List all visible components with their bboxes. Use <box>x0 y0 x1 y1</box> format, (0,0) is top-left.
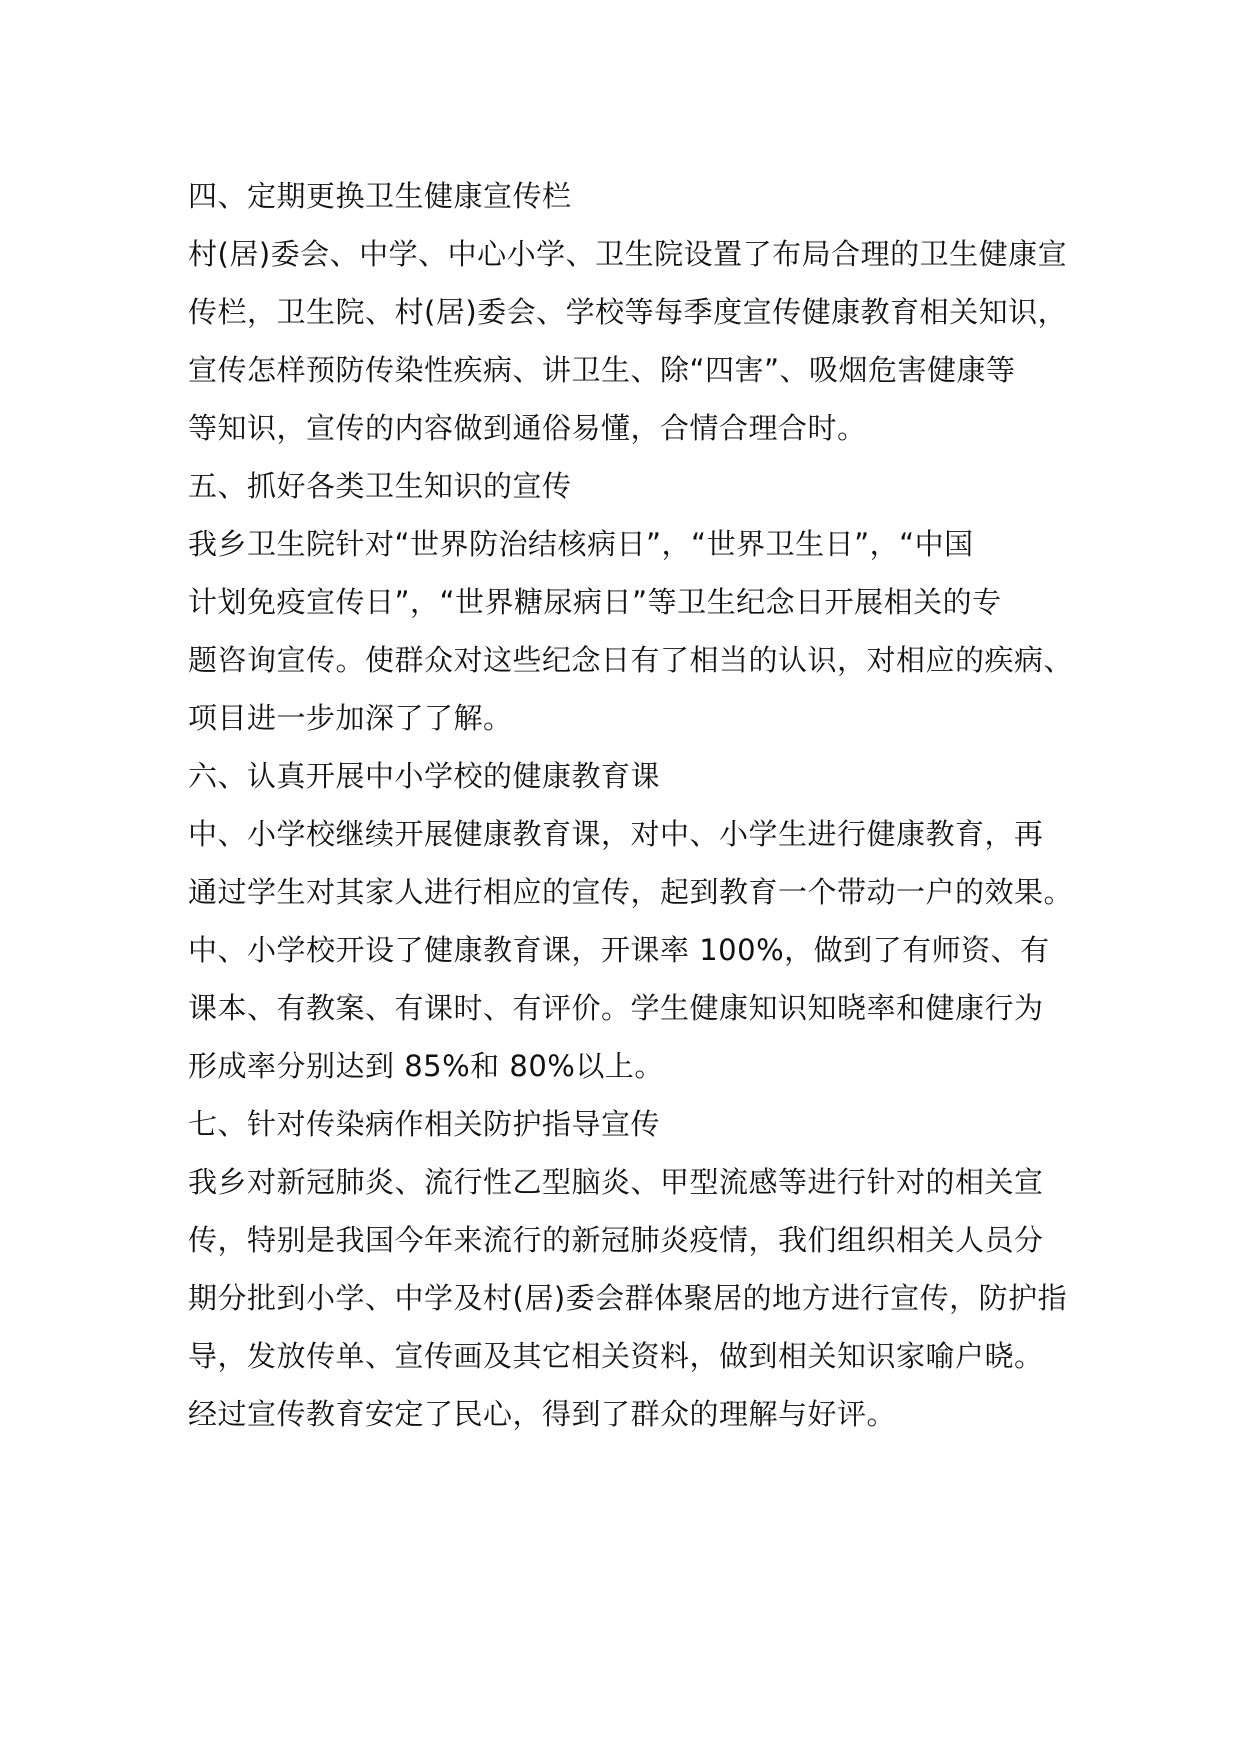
paragraph-line: 宣传怎样预防传染性疾病、讲卫生、除“四害”、吸烟危害健康等 <box>188 353 1016 387</box>
section-heading-7: 七、针对传染病作相关防护指导宣传 <box>188 1107 661 1141</box>
paragraph-line: 等知识，宣传的内容做到通俗易懂，合情合理合时。 <box>188 411 867 445</box>
paragraph-line: 中、小学校继续开展健康教育课，对中、小学生进行健康教育，再 <box>188 817 1044 851</box>
paragraph-line: 项目进一步加深了了解。 <box>188 701 513 735</box>
paragraph-line: 形成率分别达到 85%和 80%以上。 <box>188 1049 664 1083</box>
paragraph-line: 通过学生对其家人进行相应的宣传，起到教育一个带动一户的效果。 <box>188 875 1074 909</box>
paragraph-line: 导，发放传单、宣传画及其它相关资料，做到相关知识家喻户晓。 <box>188 1339 1044 1373</box>
paragraph-line: 经过宣传教育安定了民心，得到了群众的理解与好评。 <box>188 1397 897 1431</box>
paragraph-line: 我乡对新冠肺炎、流行性乙型脑炎、甲型流感等进行针对的相关宣 <box>188 1165 1044 1199</box>
paragraph-line: 我乡卫生院针对“世界防治结核病日”，“世界卫生日”，“中国 <box>188 527 974 561</box>
paragraph-line: 村(居)委会、中学、中心小学、卫生院设置了布局合理的卫生健康宣 <box>188 237 1068 271</box>
section-heading-4: 四、定期更换卫生健康宣传栏 <box>188 179 572 213</box>
paragraph-line: 传，特别是我国今年来流行的新冠肺炎疫情，我们组织相关人员分 <box>188 1223 1044 1257</box>
paragraph-line: 中、小学校开设了健康教育课，开课率 100%，做到了有师资、有 <box>188 933 1050 967</box>
section-heading-6: 六、认真开展中小学校的健康教育课 <box>188 759 661 793</box>
paragraph-line: 传栏，卫生院、村(居)委会、学校等每季度宣传健康教育相关知识， <box>188 295 1068 329</box>
paragraph-line: 计划免疫宣传日”，“世界糖尿病日”等卫生纪念日开展相关的专 <box>188 585 1002 619</box>
paragraph-line: 课本、有教案、有课时、有评价。学生健康知识知晓率和健康行为 <box>188 991 1044 1025</box>
section-heading-5: 五、抓好各类卫生知识的宣传 <box>188 469 572 503</box>
paragraph-line: 题咨询宣传。使群众对这些纪念日有了相当的认识，对相应的疾病、 <box>188 643 1074 677</box>
paragraph-line: 期分批到小学、中学及村(居)委会群体聚居的地方进行宣传，防护指 <box>188 1281 1068 1315</box>
